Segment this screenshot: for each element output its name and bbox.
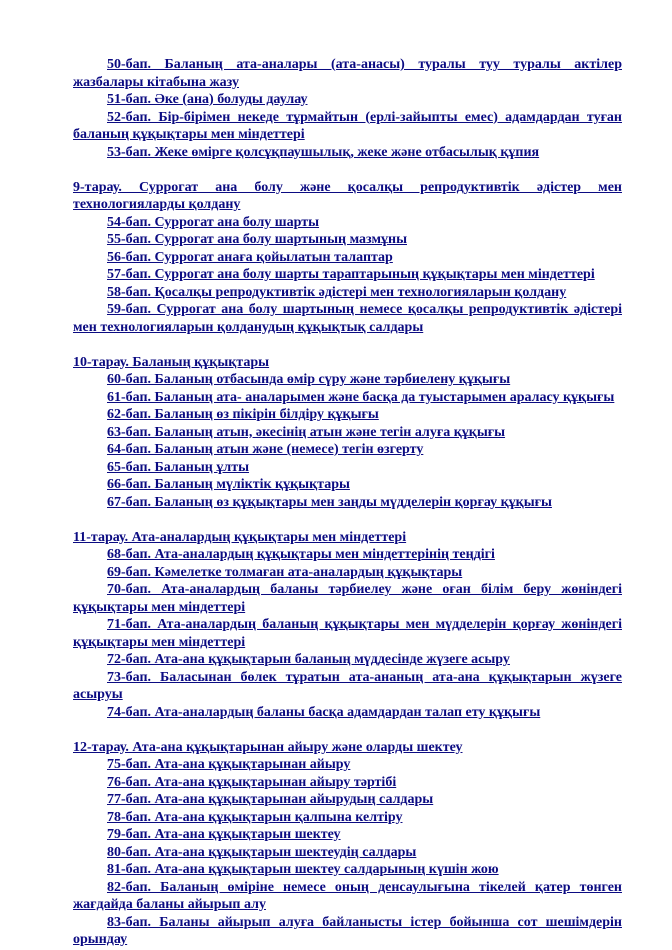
article-link[interactable]: 57-бап. Суррогат ана болу шарты тараптарының құқықтары мен міндеттері	[107, 267, 595, 282]
article-link[interactable]: 55-бап. Суррогат ана болу шартының мазмұны	[107, 232, 407, 247]
article-link[interactable]: 58-бап. Қосалқы репродуктивтік әдістері мен технологияларын қолдану	[107, 284, 567, 300]
article-link[interactable]: 65-бап. Баланың ұлты	[107, 459, 250, 475]
article-link[interactable]: 56-бап. Суррогат анаға қойылатын талаптар	[107, 249, 393, 265]
article-link[interactable]: 64-бап. Баланың атын және (немесе) тегін өзгерту	[107, 442, 424, 457]
article-link[interactable]: 79-бап. Ата-ана құқықтарын шектеу	[107, 827, 341, 842]
article-link[interactable]: 74-бап. Ата-аналардың баланы басқа адамдардан талап ету құқығы	[107, 704, 541, 720]
article-link[interactable]: 69-бап. Кәмелетке толмаған ата-аналардың құқықтары	[107, 564, 463, 580]
article-link[interactable]: 83-бап. Баланы айырып алуға байланысты істер бойынша сот шешімдерін орындау	[73, 914, 622, 947]
toc-section	[73, 739, 622, 949]
article-list	[73, 371, 622, 511]
article-link[interactable]: 71-бап. Ата-аналардың баланың құқықтары мен мүдделерін қорғау жөніндегі құқықтары мен міндеттері	[73, 617, 622, 650]
article-list	[73, 214, 622, 337]
article-link[interactable]: 59-бап. Суррогат ана болу шартының немесе қосалқы репродуктивтік әдістері мен технологияларын қолданудың құқықтық салдары	[73, 302, 622, 335]
article-link[interactable]: 70-бап. Ата-аналардың баланы тәрбиелеу және оған білім беру жөніндегі құқықтары мен міндеттері	[73, 582, 622, 615]
chapter-heading-link[interactable]: 12-тарау. Ата-ана құқықтарынан айыру және оларды шектеу	[73, 739, 463, 755]
article-link[interactable]: 78-бап. Ата-ана құқықтарын қалпына келтіру	[107, 809, 403, 825]
article-link[interactable]: 72-бап. Ата-ана құқықтарын баланың мүддесінде жүзеге асыру	[107, 652, 510, 667]
article-list	[73, 546, 622, 721]
toc-section	[73, 354, 622, 512]
toc-section	[73, 529, 622, 722]
article-link[interactable]: 54-бап. Суррогат ана болу шарты	[107, 214, 320, 230]
article-link[interactable]: 62-бап. Баланың өз пікірін білдіру құқығы	[107, 407, 379, 422]
article-list	[73, 56, 622, 161]
article-link[interactable]: 80-бап. Ата-ана құқықтарын шектеудің салдары	[107, 844, 417, 860]
article-link[interactable]: 66-бап. Баланың мүліктік құқықтары	[107, 477, 350, 492]
toc	[73, 56, 622, 949]
article-link[interactable]: 60-бап. Баланың отбасында өмір сүру және тәрбиелену құқығы	[107, 372, 511, 387]
article-link[interactable]: 63-бап. Баланың атын, әкесінің атын және тегін алуға құқығы	[107, 424, 506, 440]
article-link[interactable]: 81-бап. Ата-ана құқықтарын шектеу салдарының күшін жою	[107, 862, 499, 877]
article-list	[73, 756, 622, 949]
article-link[interactable]: 68-бап. Ата-аналардың құқықтары мен міндеттерінің теңдігі	[107, 547, 495, 562]
article-link[interactable]: 76-бап. Ата-ана құқықтарынан айыру тәртібі	[107, 774, 397, 790]
article-link[interactable]: 82-бап. Баланың өміріне немесе оның денсаулығына тікелей қатер төнген жағдайда баланы айырып алу	[73, 879, 622, 912]
article-link[interactable]: 67-бап. Баланың өз құқықтары мен заңды мүдделерін қорғау құқығы	[107, 494, 552, 510]
article-link[interactable]: 50-бап. Баланың ата-аналары (ата-анасы) туралы туу туралы актілер жазбалары кітабына жазу	[73, 57, 622, 90]
toc-section	[73, 56, 622, 161]
article-link[interactable]: 77-бап. Ата-ана құқықтарынан айырудың салдары	[107, 792, 434, 807]
article-link[interactable]: 73-бап. Баласынан бөлек тұратын ата-ананың ата-ана құқықтарын жүзеге асыруы	[73, 669, 622, 702]
chapter-heading-link[interactable]: 11-тарау. Ата-аналардың құқықтары мен міндеттері	[73, 529, 407, 545]
article-link[interactable]: 51-бап. Әке (ана) болуды даулау	[107, 92, 308, 107]
toc-section	[73, 179, 622, 337]
article-link[interactable]: 61-бап. Баланың ата- аналарымен және басқа да туыстарымен араласу құқығы	[107, 389, 615, 405]
article-link[interactable]: 53-бап. Жеке өмірге қолсұқпаушылық, жеке және отбасылық құпия	[107, 144, 540, 160]
article-link[interactable]: 52-бап. Бір-бірімен некеде тұрмайтын (ерлі-зайыпты емес) адамдардан туған баланың құқықтары мен міндеттері	[73, 109, 622, 142]
article-link[interactable]: 75-бап. Ата-ана құқықтарынан айыру	[107, 757, 351, 772]
chapter-heading-link[interactable]: 9-тарау. Суррогат ана болу және қосалқы репродуктивтік әдістер мен технологияларды қолдану	[73, 179, 622, 212]
chapter-heading-link[interactable]: 10-тарау. Баланың құқықтары	[73, 354, 270, 370]
